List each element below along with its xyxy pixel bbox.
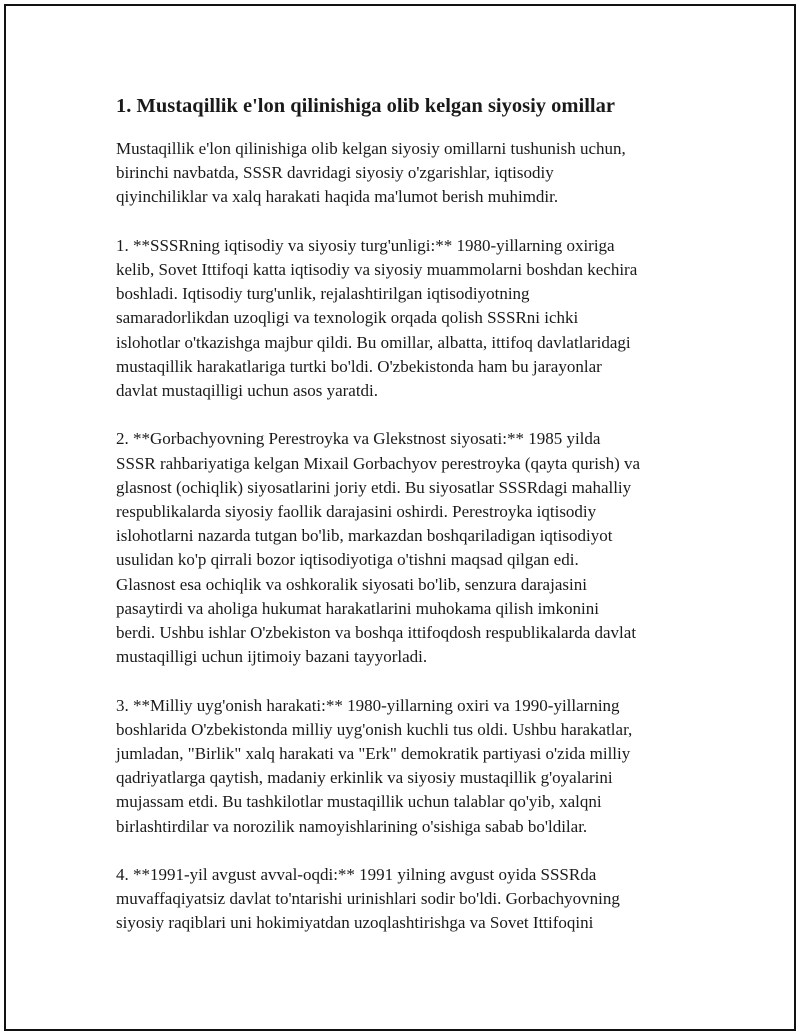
- text-line: usulidan ko'p qirrali bozor iqtisodiyotiga o'tishni maqsad qilgan edi.: [116, 550, 579, 570]
- text-line: islohotlar o'tkazishga majbur qildi. Bu omillar, albatta, ittifoq davlatlaridagi: [116, 332, 631, 352]
- text-line: boshlarida O'zbekistonda milliy uyg'onish kuchli tus oldi. Ushbu harakatlar,: [116, 719, 633, 739]
- text-line: davlat mustaqilligi uchun asos yaratdi.: [116, 381, 379, 401]
- text-line: 3. **Milliy uyg'onish harakati:** 1980-yillarning oxiri va 1990-yillarning: [116, 695, 620, 715]
- text-line: islohotlarni nazarda tutgan bo'lib, markazdan boshqariladigan iqtisodiyot: [116, 526, 613, 546]
- paragraph-list: [116, 137, 696, 936]
- text-line: 4. **1991-yil avgust avval-oqdi:** 1991 yilning avgust oyida SSSRda: [116, 865, 597, 885]
- document-title: 1. Mustaqillik e'lon qilinishiga olib kelgan siyosiy omillar: [116, 95, 615, 117]
- text-line: mustaqillik harakatlariga turtki bo'ldi. O'zbekistonda ham bu jarayonlar: [116, 356, 602, 376]
- paragraph: [116, 137, 696, 210]
- text-line: birlashtirdilar va norozilik namoyishlarining o'sishiga sabab bo'ldilar.: [116, 816, 588, 836]
- text-line: respublikalarda siyosiy faollik darajasini oshirdi. Perestroyka iqtisodiy: [116, 502, 597, 522]
- text-line: Glasnost esa ochiqlik va oshkoralik siyosati bo'lib, senzura darajasini: [116, 574, 587, 594]
- text-line: siyosiy raqiblari uni hokimiyatdan uzoqlashtirishga va Sovet Ittifoqini: [116, 913, 594, 933]
- text-line: boshladi. Iqtisodiy turg'unlik, rejalashtirilgan iqtisodiyotning: [116, 284, 530, 304]
- text-line: qadriyatlarga qaytish, madaniy erkinlik va siyosiy mustaqillik g'oyalarini: [116, 768, 613, 788]
- text-line: glasnost (ochiqlik) siyosatlarini joriy etdi. Bu siyosatlar SSSRdagi mahalliy: [116, 477, 632, 497]
- document-body: [116, 92, 696, 960]
- text-line: muvaffaqiyatsiz davlat to'ntarishi urinishlari sodir bo'ldi. Gorbachyovning: [116, 889, 620, 909]
- text-line: samaradorlikdan uzoqligi va texnologik orqada qolish SSSRni ichki: [116, 308, 579, 328]
- text-line: berdi. Ushbu ishlar O'zbekiston va boshqa ittifoqdosh respublikalarda davlat: [116, 623, 637, 643]
- text-line: qiyinchiliklar va xalq harakati haqida ma'lumot berish muhimdir.: [116, 187, 559, 207]
- text-line: 2. **Gorbachyovning Perestroyka va Glekstnost siyosati:** 1985 yilda: [116, 429, 601, 449]
- text-line: Mustaqillik e'lon qilinishiga olib kelgan siyosiy omillarni tushunish uchun,: [116, 139, 626, 158]
- text-line: jumladan, "Birlik" xalq harakati va "Erk" demokratik partiyasi o'zida milliy: [116, 744, 631, 764]
- text-line: birinchi navbatda, SSSR davridagi siyosiy o'zgarishlar, iqtisodiy: [116, 163, 554, 183]
- text-line: SSSR rahbariyatiga kelgan Mixail Gorbachyov perestroyka (qayta qurish) va: [116, 453, 641, 473]
- paragraph: [116, 234, 696, 403]
- paragraph: [116, 427, 696, 669]
- text-line: pasaytirdi va aholiga hukumat harakatlarini muhokama qilish imkonini: [116, 598, 599, 618]
- text-line: 1. **SSSRning iqtisodiy va siyosiy turg'unligi:** 1980-yillarning oxiriga: [116, 235, 615, 255]
- paragraph: [116, 863, 696, 936]
- text-line: mustaqilligi uchun ijtimoiy bazani tayyorladi.: [116, 647, 428, 667]
- paragraph: [116, 694, 696, 839]
- text-line: kelib, Sovet Ittifoqi katta iqtisodiy va siyosiy muammolarni boshdan kechira: [116, 260, 638, 279]
- text-line: mujassam etdi. Bu tashkilotlar mustaqillik uchun talablar qo'yib, xalqni: [116, 792, 602, 812]
